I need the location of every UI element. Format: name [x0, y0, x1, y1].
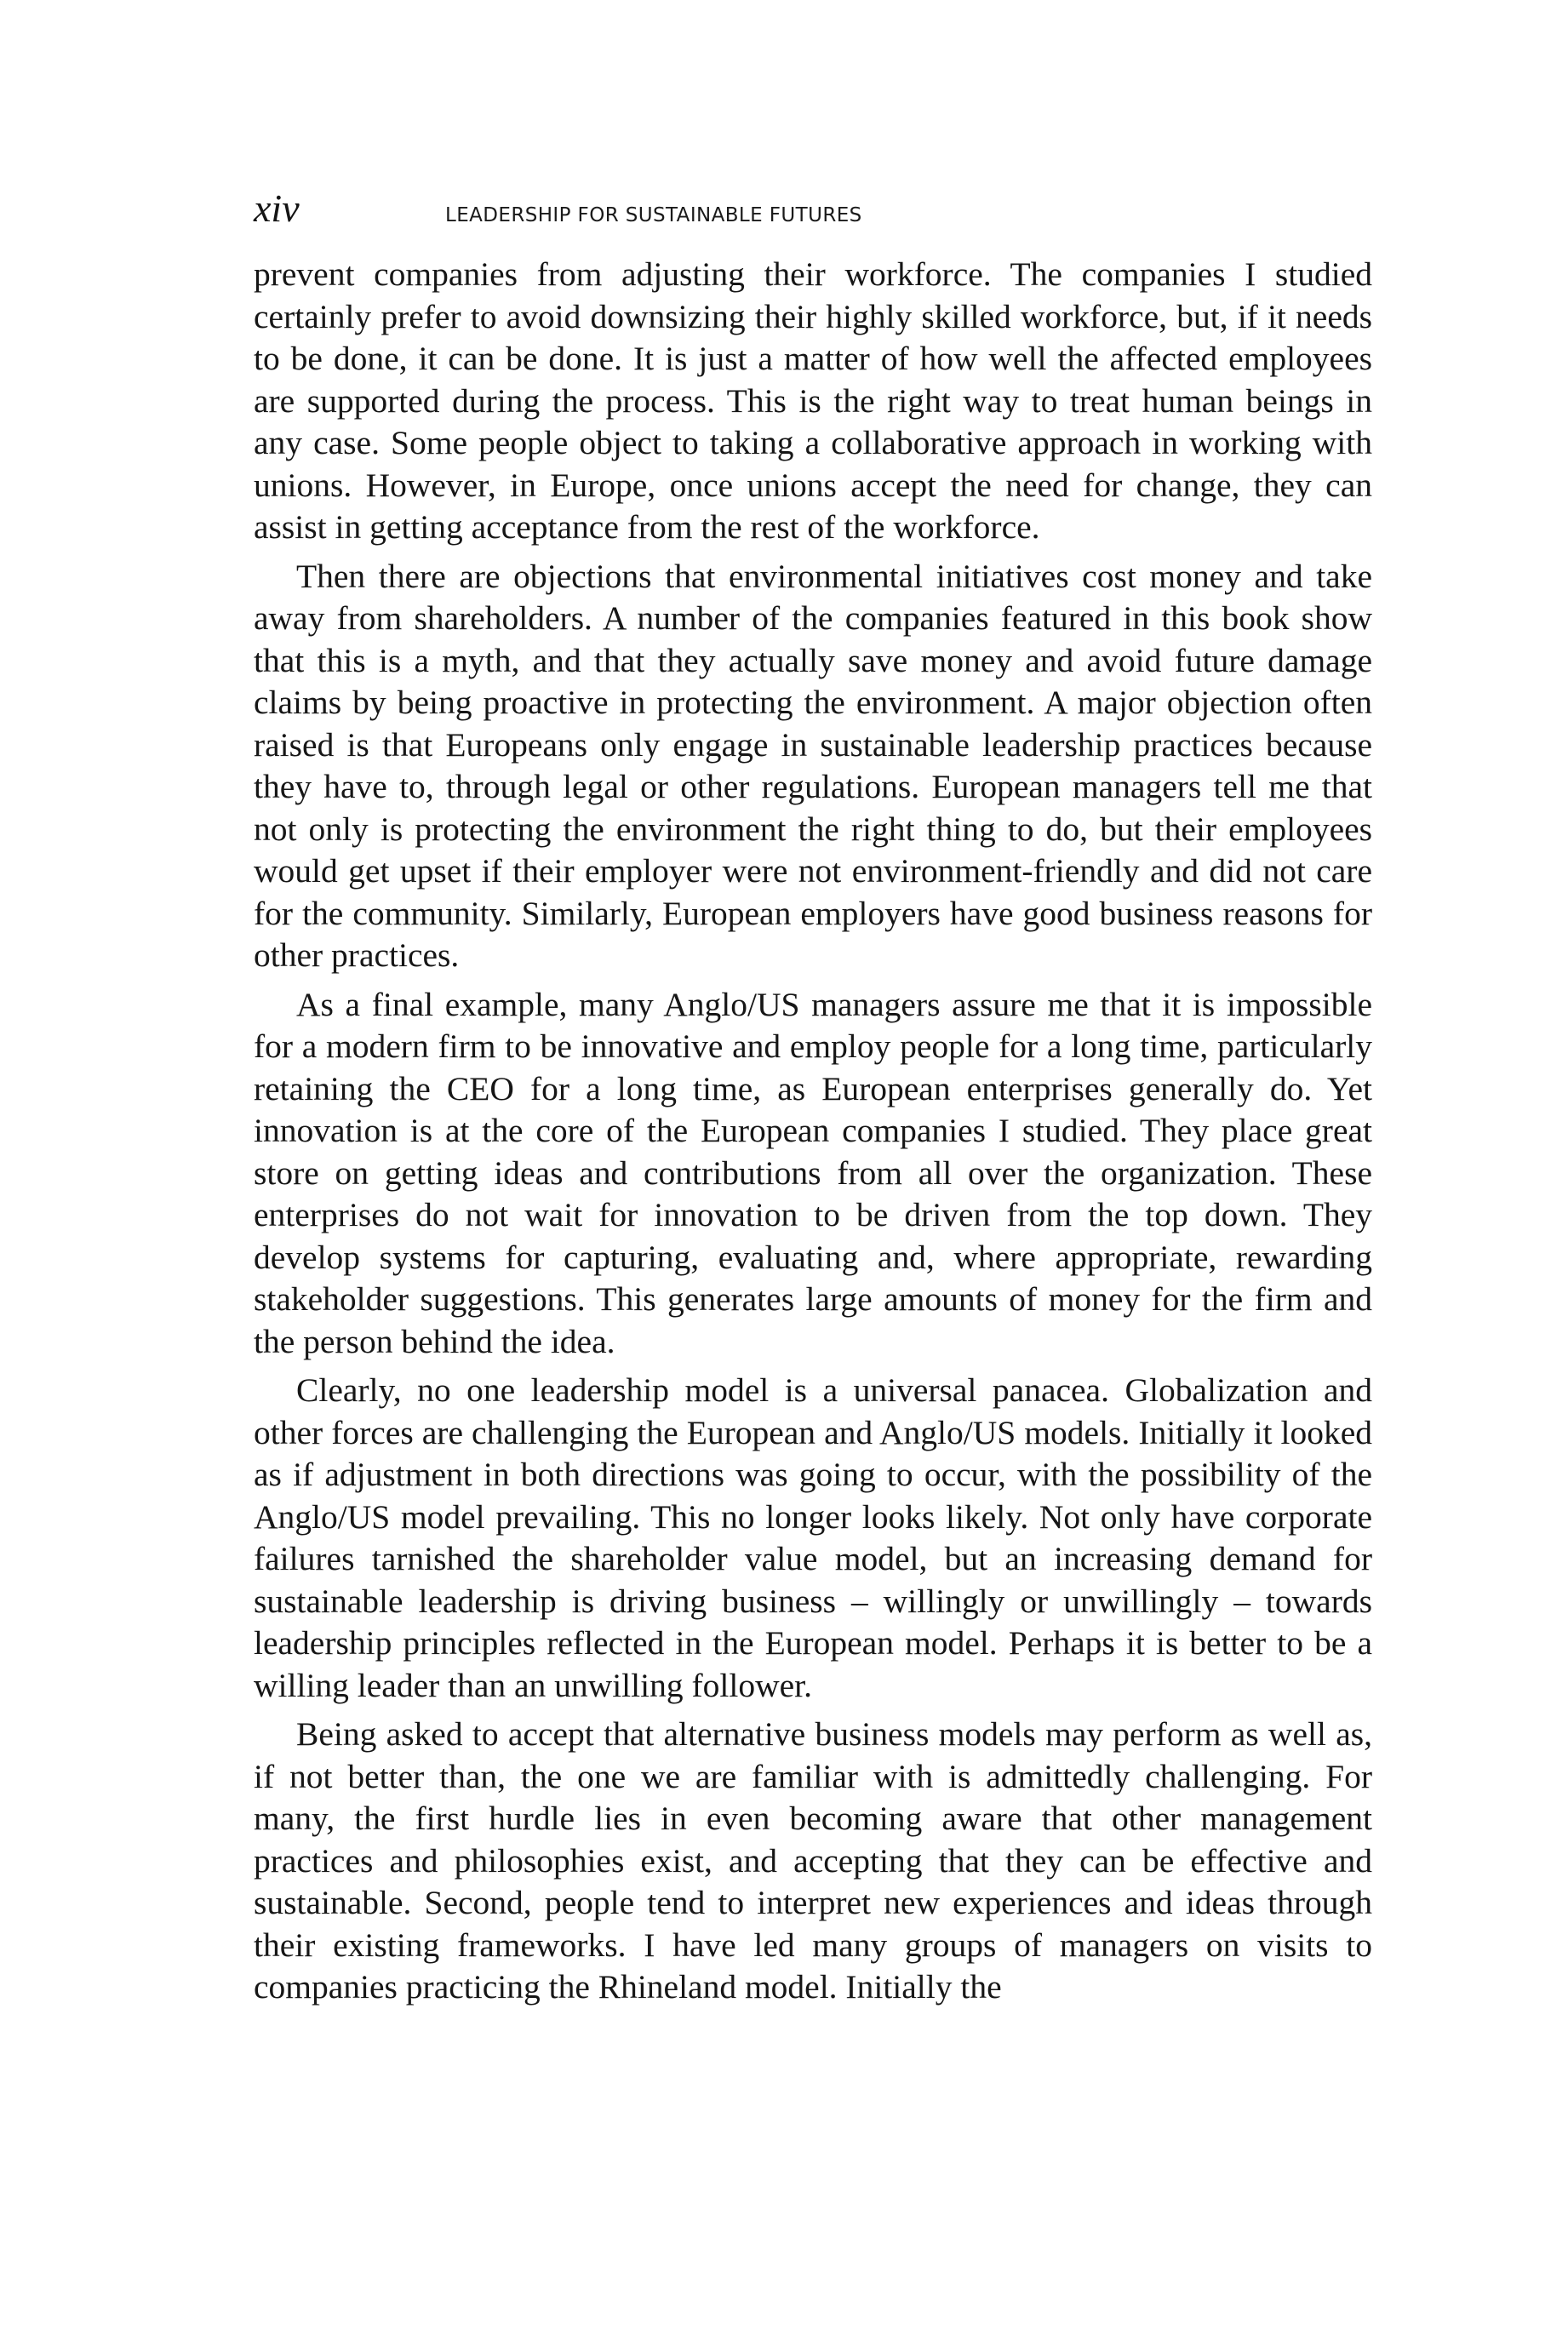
body-text	[254, 254, 1372, 2016]
running-title: LEADERSHIP FOR SUSTAINABLE FUTURES	[445, 204, 862, 226]
paragraph-3: As a final example, many Anglo/US managers assure me that it is impossible for a modern firm to be innovative and employ people for a long time, particularly retaining the CEO for a long time, as European enterprises generally do. Yet innovation is at the core of the European companies I studied. They place great store on getting ideas and contributions from all over the organization. These enterprises do not wait for innovation to be driven from the top down. They develop systems for capturing, evaluating and, where appropriate, rewarding stakeholder suggestions. This generates large amounts of money for the firm and the person behind the idea.	[254, 985, 1372, 1360]
paragraph-4: Clearly, no one leadership model is a universal panacea. Globalization and other forces are challenging the European and Anglo/US models. Initially it looked as if adjustment in both directions was going to occur, with the possibility of the Anglo/US model prevailing. This no longer looks likely. Not only have corporate failures tarnished the shareholder value model, but an increasing demand for sustainable leadership is driving business – willingly or unwillingly – towards leadership principles reflected in the European model. Perhaps it is better to be a willing leader than an unwilling follower.	[254, 1371, 1372, 1704]
running-head	[254, 186, 1360, 237]
paragraph-1: prevent companies from adjusting their workforce. The companies I studied certainly prefer to avoid downsizing their highly skilled workforce, but, if it needs to be done, it can be done. It is just a matter of how well the affected employees are supported during the process. This is the right way to treat human beings in any case. Some people object to taking a collaborative approach in working with unions. However, in Europe, once unions accept the need for change, they can assist in getting acceptance from the rest of the workforce.	[254, 255, 1372, 546]
paragraph-5: Being asked to accept that alternative business models may perform as well as, if not better than, the one we are familiar with is admittedly challenging. For many, the first hurdle lies in even becoming aware that other management practices and philosophies exist, and accepting that they can be effective and sustainable. Second, people tend to interpret new experiences and ideas through their existing frameworks. I have led many groups of managers on visits to companies practicing the Rhineland model. Initially the	[254, 1715, 1372, 2006]
paragraph-2: Then there are objections that environmental initiatives cost money and take away from shareholders. A number of the companies featured in this book show that this is a myth, and that they actually save money and avoid future damage claims by being proactive in protecting the environment. A major objection often raised is that Europeans only engage in sustainable leadership practices because they have to, through legal or other regulations. European managers tell me that not only is protecting the environment the right thing to do, but their employees would get upset if their employer were not environment-friendly and did not care for the community. Similarly, European employers have good business reasons for other practices.	[254, 557, 1372, 974]
page-number: xiv	[254, 186, 300, 230]
